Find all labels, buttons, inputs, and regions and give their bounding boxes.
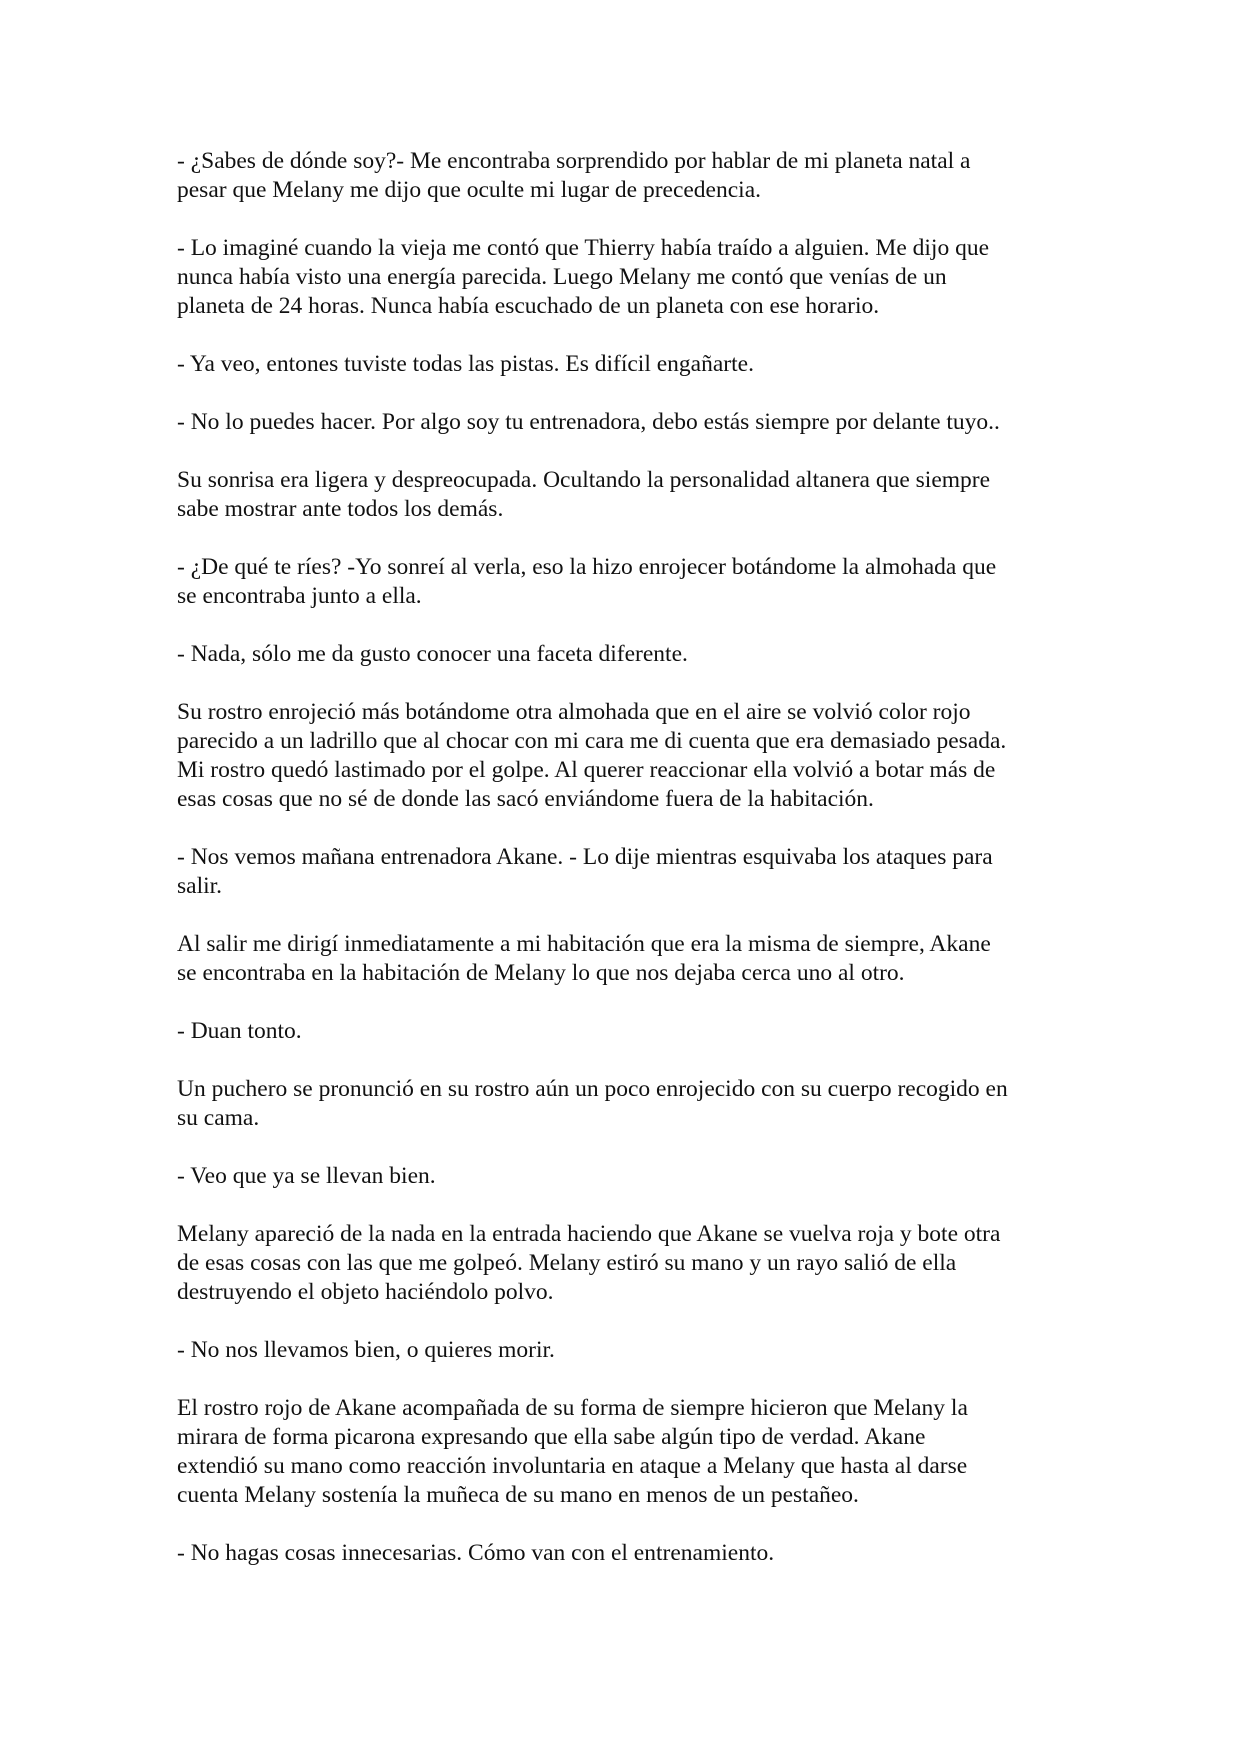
paragraph: - ¿Sabes de dónde soy?- Me encontraba sorprendido por hablar de mi planeta natal a pesar que Melany me dijo que oculte mi lugar de precedencia.: [177, 148, 971, 203]
paragraph: - Duan tonto.: [177, 1018, 302, 1044]
paragraph: Su rostro enrojeció más botándome otra almohada que en el aire se volvió color rojo parecido a un ladrillo que al chocar con mi cara me di cuenta que era demasiado pesada. Mi rostro quedó lastimado por el golpe. Al querer reaccionar ella volvió a botar más de esas cosas que no sé de donde las sacó enviándome fuera de la habitación.: [177, 699, 1007, 812]
paragraph: - No nos llevamos bien, o quieres morir.: [177, 1337, 555, 1363]
paragraph: - No lo puedes hacer. Por algo soy tu entrenadora, debo estás siempre por delante tuyo..: [177, 409, 1000, 435]
paragraph: - Ya veo, entones tuviste todas las pistas. Es difícil engañarte.: [177, 351, 754, 377]
paragraph: - Veo que ya se llevan bien.: [177, 1163, 436, 1189]
paragraph: - Lo imaginé cuando la vieja me contó que Thierry había traído a alguien. Me dijo que nunca había visto una energía parecida. Luego Melany me contó que venías de un planeta de 24 horas. Nunca había escuchado de un planeta con ese horario.: [177, 235, 990, 319]
paragraph: Al salir me dirigí inmediatamente a mi habitación que era la misma de siempre, Akane se encontraba en la habitación de Melany lo que nos dejaba cerca uno al otro.: [177, 931, 991, 986]
paragraph: - ¿De qué te ríes? -Yo sonreí al verla, eso la hizo enrojecer botándome la almohada que se encontraba junto a ella.: [177, 554, 997, 609]
paragraph: - Nada, sólo me da gusto conocer una faceta diferente.: [177, 641, 688, 667]
body-text: [177, 147, 1077, 1597]
paragraph: - No hagas cosas innecesarias. Cómo van con el entrenamiento.: [177, 1540, 775, 1566]
paragraph: - Nos vemos mañana entrenadora Akane. - Lo dije mientras esquivaba los ataques para salir.: [177, 844, 993, 899]
paragraph: El rostro rojo de Akane acompañada de su forma de siempre hicieron que Melany la mirara de forma picarona expresando que ella sabe algún tipo de verdad. Akane extendió su mano como reacción involuntaria en ataque a Melany que hasta al darse cuenta Melany sostenía la muñeca de su mano en menos de un pestañeo.: [177, 1395, 968, 1508]
paragraph: Un puchero se pronunció en su rostro aún un poco enrojecido con su cuerpo recogido en su cama.: [177, 1076, 1008, 1131]
paragraph: Su sonrisa era ligera y despreocupada. Ocultando la personalidad altanera que siempre sabe mostrar ante todos los demás.: [177, 467, 991, 522]
paragraph: Melany apareció de la nada en la entrada haciendo que Akane se vuelva roja y bote otra de esas cosas con las que me golpeó. Melany estiró su mano y un rayo salió de ella destruyendo el objeto haciéndolo polvo.: [177, 1221, 1001, 1305]
